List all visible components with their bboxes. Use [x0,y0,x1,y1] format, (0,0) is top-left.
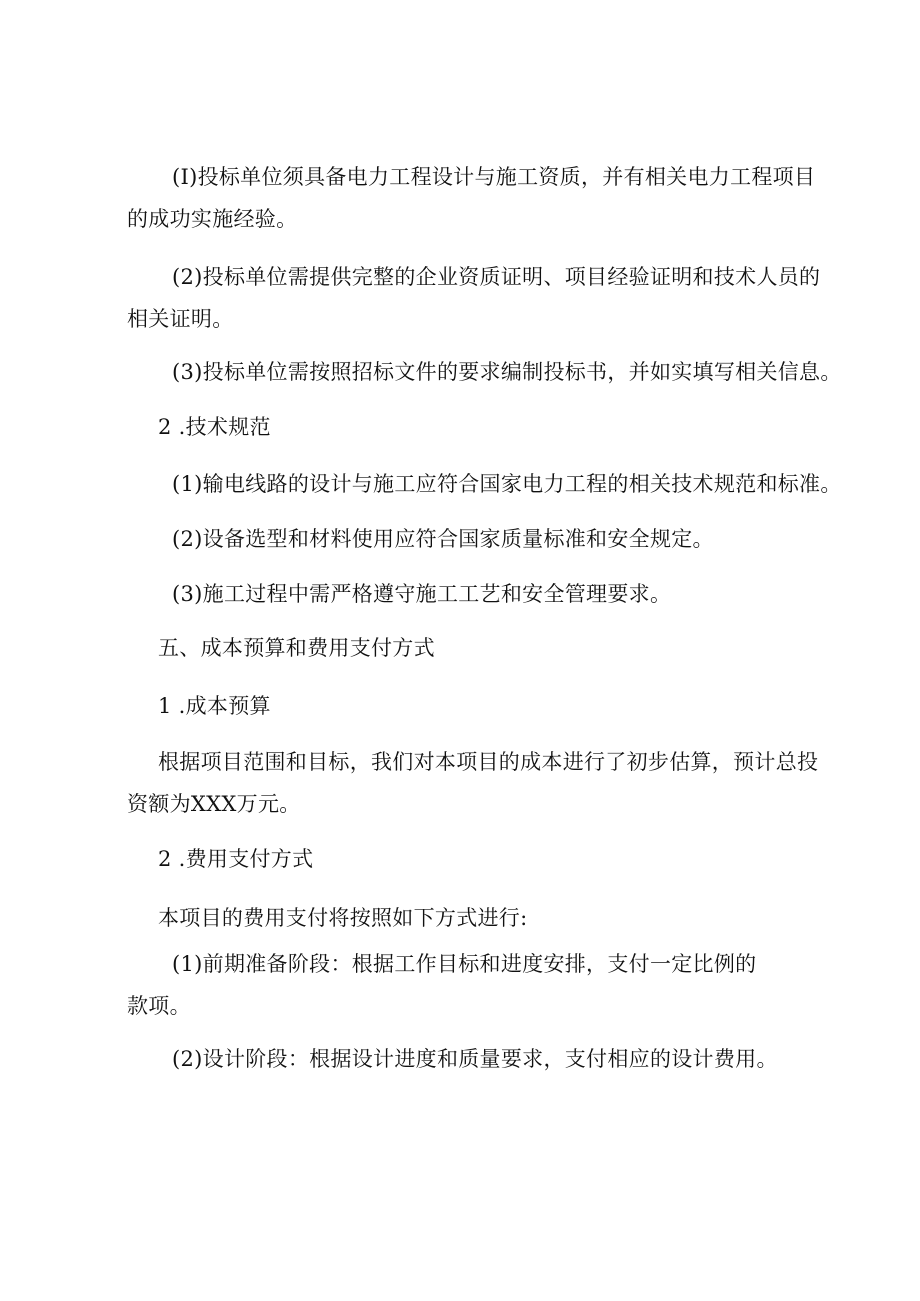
budget-paragraph-cont: 资额为XXX万元。 [127,792,301,816]
qualification-item-3: (3)投标单位需按照招标文件的要求编制投标书，并如实填写相关信息。 [172,360,842,384]
payment-item-2: (2)设计阶段：根据设计进度和质量要求，支付相应的设计费用。 [172,1047,778,1071]
technical-item-2: (2)设备选型和材料使用应符合国家质量标准和安全规定。 [172,527,714,551]
payment-item-1-cont: 款项。 [127,994,191,1018]
qualification-item-1: (I)投标单位须具备电力工程设计与施工资质，并有相关电力工程项目 [172,165,816,189]
budget-paragraph: 根据项目范围和目标，我们对本项目的成本进行了初步估算，预计总投 [158,750,819,774]
payment-intro: 本项目的费用支付将按照如下方式进行: [158,906,528,930]
heading-payment-method: 2 .费用支付方式 [158,847,314,871]
technical-item-3: (3)施工过程中需严格遵守施工工艺和安全管理要求。 [172,582,672,606]
heading-technical-spec: 2 .技术规范 [158,415,271,439]
payment-item-1: (1)前期准备阶段：根据工作目标和进度安排，支付一定比例的 [172,952,757,976]
section-5-heading: 五、成本预算和费用支付方式 [158,636,435,660]
qualification-item-1-cont: 的成功实施经验。 [127,207,298,231]
technical-item-1: (1)输电线路的设计与施工应符合国家电力工程的相关技术规范和标准。 [172,472,842,496]
heading-cost-budget: 1 .成本预算 [158,694,271,718]
qualification-item-2-cont: 相关证明。 [127,307,234,331]
qualification-item-2: (2)投标单位需提供完整的企业资质证明、项目经验证明和技术人员的 [172,265,821,289]
